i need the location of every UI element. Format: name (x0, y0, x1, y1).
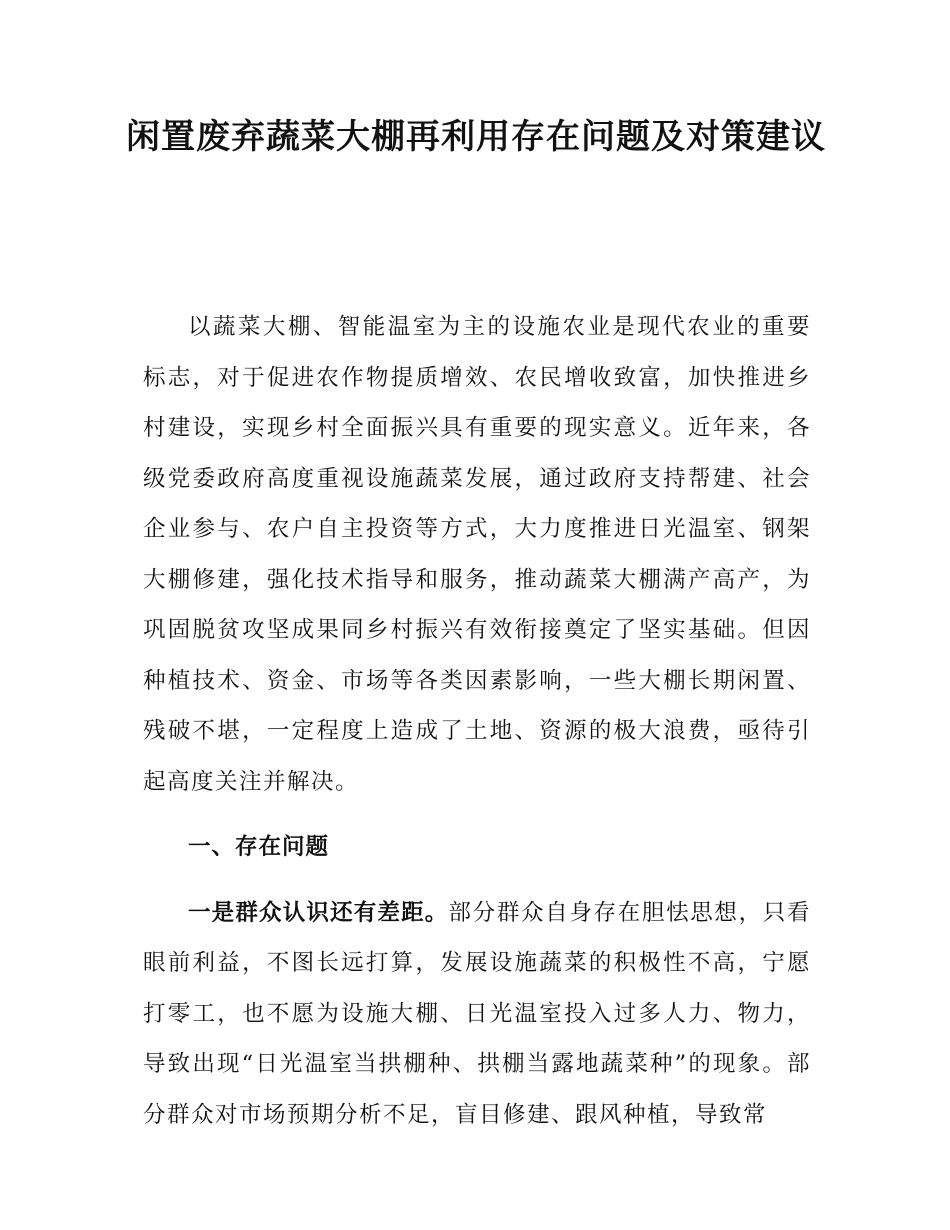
intro-paragraph: 以蔬菜大棚、智能温室为主的设施农业是现代农业的重要标志，对于促进农作物提质增效、农民增收致富，加快推进乡村建设，实现乡村全面振兴具有重要的现实意义。近年来，各级党委政府高度重视设施蔬菜发展，通过政府支持帮建、社会企业参与、农户自主投资等方式，大力度推进日光温室、钢架大棚修建，强化技术指导和服务，推动蔬菜大棚满产高产，为巩固脱贫攻坚成果同乡村振兴有效衔接奠定了坚实基础。但因种植技术、资金、市场等各类因素影响，一些大棚长期闲置、残破不堪，一定程度上造成了土地、资源的极大浪费，亟待引起高度关注并解决。 (143, 314, 811, 795)
document-title: 闲置废弃蔬菜大棚再利用存在问题及对策建议 (126, 117, 826, 157)
section-heading-problems: 一、存在问题 (188, 834, 330, 860)
document-body (143, 302, 811, 1140)
point-1-lead: 一是群众认识还有差距。 (188, 899, 449, 926)
point-1-paragraph (143, 888, 811, 1141)
point-1-text: 部分群众自身存在胆怯思想，只看眼前利益，不图长远打算，发展设施蔬菜的积极性不高，宁愿打零工，也不愿为设施大棚、日光温室投入过多人力、物力，导致出现“日光温室当拱棚种、拱棚当露地蔬菜种”的现象。部分群众对市场预期分析不足，盲目修建、跟风种植，导致常 (143, 899, 811, 1128)
